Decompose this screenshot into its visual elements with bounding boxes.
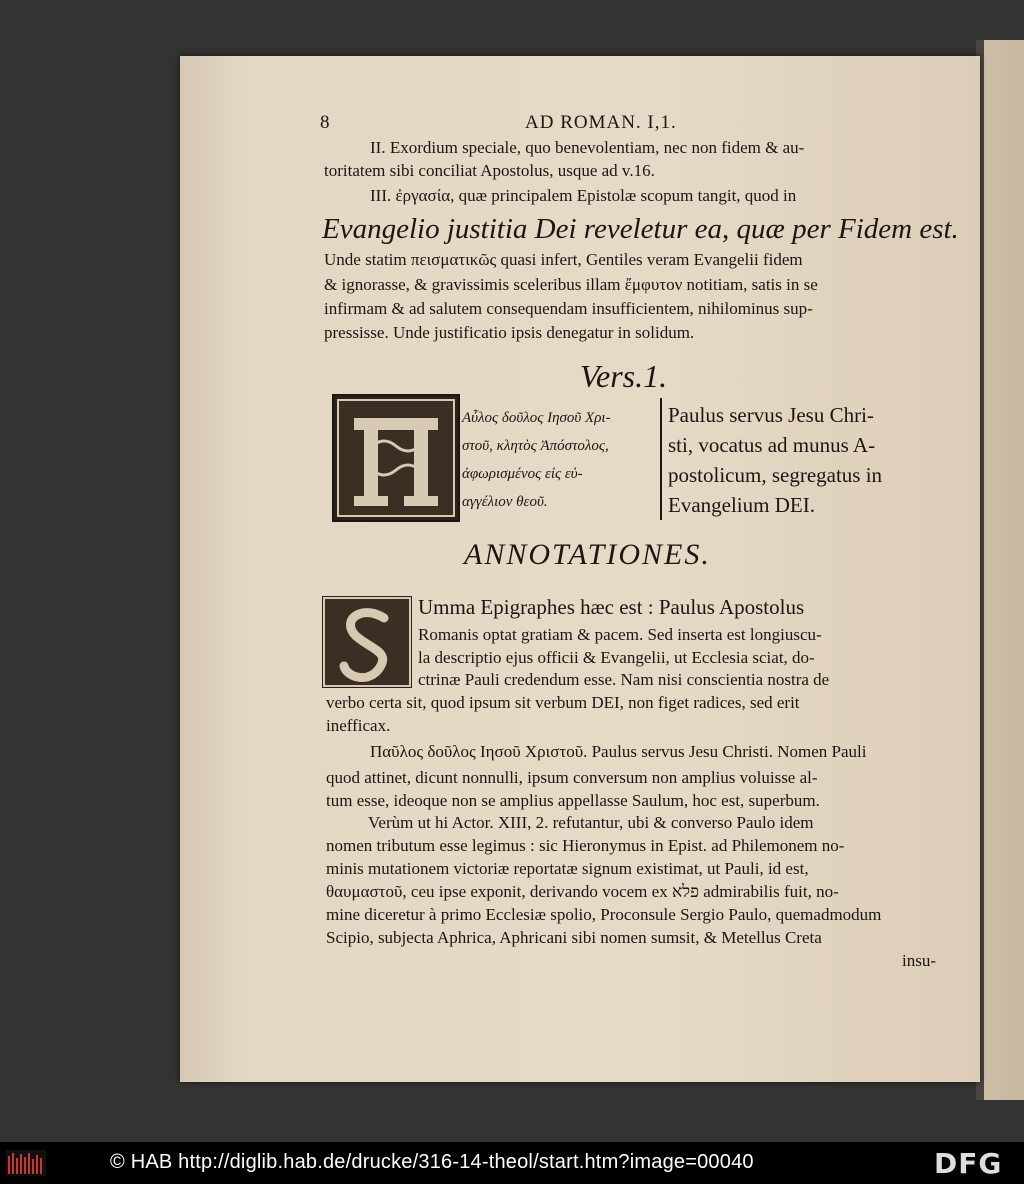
intro-line-3: III. ἐργασία, quæ principalem Epistolæ scopum tangit, quod in xyxy=(370,186,797,205)
latin-verse xyxy=(668,400,948,520)
annot-line: mine diceretur à primo Ecclesiæ spolio, Proconsule Sergio Paulo, quemadmodum xyxy=(326,905,882,924)
annot-line: verbo certa sit, quod ipsum sit verbum DEI, non figet radices, sed erit xyxy=(326,693,800,712)
dfg-logo: DFG xyxy=(934,1147,1003,1180)
continuation-line-2: & ignorasse, & gravissimis sceleribus illam ἔμφυτον notitiam, satis in se xyxy=(324,275,818,294)
status-bar xyxy=(0,1142,1024,1184)
annot-first-line-3: la descriptio ejus officii & Evangelii, ut Ecclesia sciat, do- xyxy=(418,648,815,667)
annot-line: Verùm ut hi Actor. XIII, 2. refutantur, ubi & converso Paulo idem xyxy=(368,813,814,832)
annotationes-heading: ANNOTATIONES. xyxy=(464,538,711,571)
annot-line: nomen tributum esse legimus : sic Hieronymus in Epist. ad Philemonem no- xyxy=(326,836,845,855)
annot-first-line-2: Romanis optat gratiam & pacem. Sed inserta est longiuscu- xyxy=(418,625,822,644)
greek-line: στοῦ, κλητὸς Ἀπόστολος, xyxy=(462,438,609,454)
annot-first-line-4: ctrinæ Pauli credendum esse. Nam nisi conscientia nostra de xyxy=(418,670,830,689)
annot-line: Παῦλος δοῦλος Ιησοῦ Χριστοῦ. Paulus servus Jesu Christi. Nomen Pauli xyxy=(370,742,867,761)
decorated-initial-s xyxy=(322,596,412,688)
annot-first-line-1: Umma Epigraphes hæc est : Paulus Apostolus xyxy=(418,595,805,619)
decorated-initial-p xyxy=(332,394,460,522)
catchword: insu- xyxy=(902,951,936,970)
hab-logo-icon xyxy=(6,1150,46,1176)
greek-line: ἀφωρισμένος εἰς εὐ- xyxy=(462,466,583,482)
continuation-line-4: pressisse. Unde justificatio ipsis denegatur in solidum. xyxy=(324,323,695,342)
annot-line: tum esse, ideoque non se amplius appellasse Saulum, hoc est, superbum. xyxy=(326,791,820,810)
greek-verse xyxy=(462,404,658,516)
ornament-icon xyxy=(334,396,458,520)
annot-line: inefficax. xyxy=(326,716,391,735)
column-divider xyxy=(660,398,662,520)
verse-heading: Vers.1. xyxy=(580,358,668,394)
intro-line-1: II. Exordium speciale, quo benevolentiam, nec non fidem & au- xyxy=(370,138,805,157)
latin-line: Evangelium DEI. xyxy=(668,493,815,517)
latin-line: sti, vocatus ad munus A- xyxy=(668,433,876,457)
greek-line: Αὖλος δοῦλος Ιησοῦ Χρι- xyxy=(462,410,611,426)
greek-line: αγγέλιον θεοῦ. xyxy=(462,494,548,510)
annot-line: minis mutationem victoriæ reportatæ signum existimat, ut Pauli, id est, xyxy=(326,859,809,878)
thesis-line: Evangelio justitia Dei reveletur ea, quæ per Fidem est. xyxy=(322,213,959,245)
continuation-line-1: Unde statim πεισματικῶς quasi infert, Gentiles veram Evangelii fidem xyxy=(324,250,803,269)
page-number: 8 xyxy=(320,112,331,133)
citation-url[interactable]: © HAB http://diglib.hab.de/drucke/316-14-theol/start.htm?image=00040 xyxy=(110,1151,754,1173)
ornament-icon xyxy=(322,596,412,688)
annot-line: Scipio, subjecta Aphrica, Aphricani sibi nomen sumsit, & Metellus Creta xyxy=(326,928,822,947)
latin-line: Paulus servus Jesu Chri- xyxy=(668,403,874,427)
intro-line-2: toritatem sibi conciliat Apostolus, usque ad v.16. xyxy=(324,161,655,180)
annot-line: θαυμαστοῦ, ceu ipse exponit, derivando vocem ex פלא admirabilis fuit, no- xyxy=(326,882,839,901)
latin-line: postolicum, segregatus in xyxy=(668,463,883,487)
continuation-line-3: infirmam & ad salutem consequendam insufficientem, nihilominus sup- xyxy=(324,299,813,318)
running-title: AD ROMAN. I,1. xyxy=(525,112,677,133)
annot-line: quod attinet, dicunt nonnulli, ipsum conversum non amplius voluisse al- xyxy=(326,768,818,787)
